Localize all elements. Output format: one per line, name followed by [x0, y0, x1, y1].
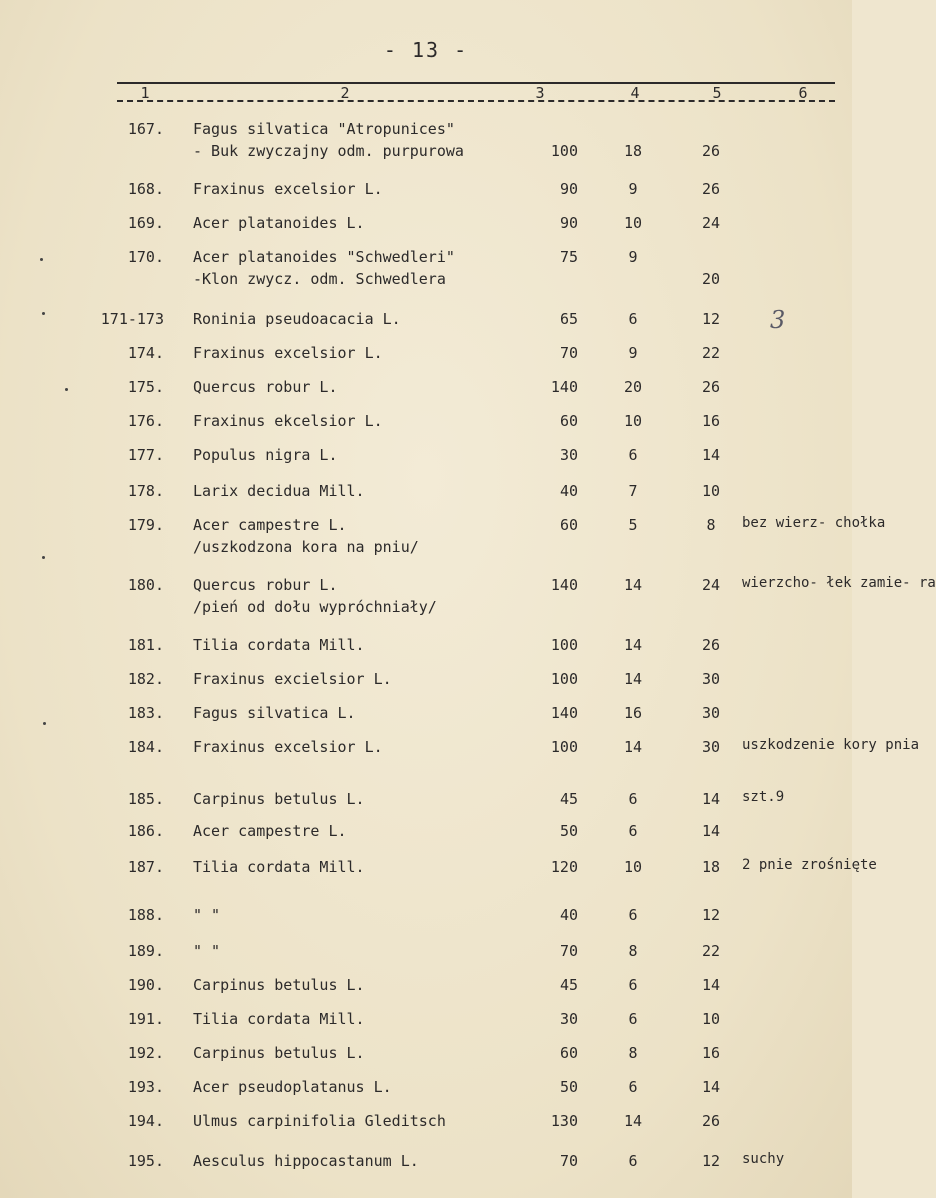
- value-col4: 6: [628, 906, 638, 924]
- page-number: - 13 -: [383, 38, 469, 62]
- scan-speck: [43, 722, 46, 725]
- value-col5: 24: [701, 576, 721, 594]
- row-number: 195.: [127, 1152, 164, 1170]
- value-col5: 10: [701, 1010, 721, 1028]
- value-col3: 100: [550, 142, 578, 160]
- value-col5: 8: [706, 516, 716, 534]
- species-name: Carpinus betulus L.: [193, 790, 365, 808]
- value-col5: 14: [701, 790, 721, 808]
- value-col5: 22: [701, 344, 721, 362]
- value-col4: 10: [623, 858, 643, 876]
- value-col5: 26: [701, 142, 721, 160]
- value-col3: 45: [559, 976, 578, 994]
- value-col5: 10: [701, 482, 721, 500]
- species-name: Acer platanoides "Schwedleri": [193, 248, 455, 266]
- value-col4: 8: [628, 942, 638, 960]
- value-col5: 12: [701, 906, 721, 924]
- species-name: Tilia cordata Mill.: [193, 1010, 365, 1028]
- value-col3: 70: [559, 344, 578, 362]
- value-col4: 9: [628, 248, 638, 266]
- species-name: Acer platanoides L.: [193, 214, 365, 232]
- row-number: 179.: [127, 516, 164, 534]
- value-col3: 70: [559, 942, 578, 960]
- value-col4: 6: [628, 1152, 638, 1170]
- species-name: Larix decidua Mill.: [193, 482, 365, 500]
- column-header: 6: [798, 84, 808, 102]
- value-col4: 6: [628, 1010, 638, 1028]
- row-number: 187.: [127, 858, 164, 876]
- value-col5: 12: [701, 310, 721, 328]
- value-col5: 14: [701, 446, 721, 464]
- species-name: Tilia cordata Mill.: [193, 858, 365, 876]
- value-col4: 9: [628, 180, 638, 198]
- value-col5: 14: [701, 1078, 721, 1096]
- value-col5: 12: [701, 1152, 721, 1170]
- row-number: 177.: [127, 446, 164, 464]
- value-col4: 6: [628, 822, 638, 840]
- value-col3: 70: [559, 1152, 578, 1170]
- species-name: Fagus silvatica "Atropunices": [193, 120, 455, 138]
- value-col3: 90: [559, 214, 578, 232]
- value-col5: 26: [701, 636, 721, 654]
- value-col3: 45: [559, 790, 578, 808]
- row-number: 188.: [127, 906, 164, 924]
- column-header: 4: [630, 84, 640, 102]
- species-name: Fagus silvatica L.: [193, 704, 356, 722]
- value-col3: 50: [559, 822, 578, 840]
- row-number: 182.: [127, 670, 164, 688]
- row-number: 184.: [127, 738, 164, 756]
- value-col5: 14: [701, 976, 721, 994]
- row-number: 183.: [127, 704, 164, 722]
- value-col5: 20: [701, 270, 721, 288]
- value-col4: 18: [623, 142, 643, 160]
- species-name: Acer pseudoplatanus L.: [193, 1078, 392, 1096]
- species-name: Quercus robur L.: [193, 576, 338, 594]
- value-col3: 140: [550, 576, 578, 594]
- species-name: Fraxinus excelsior L.: [193, 344, 383, 362]
- row-number: 190.: [127, 976, 164, 994]
- species-name: Acer campestre L.: [193, 516, 347, 534]
- row-number: 178.: [127, 482, 164, 500]
- value-col3: 30: [559, 446, 578, 464]
- species-name: Populus nigra L.: [193, 446, 338, 464]
- row-number: 189.: [127, 942, 164, 960]
- value-col5: 22: [701, 942, 721, 960]
- value-col3: 60: [559, 1044, 578, 1062]
- value-col3: 50: [559, 1078, 578, 1096]
- value-col3: 100: [550, 636, 578, 654]
- row-number: 193.: [127, 1078, 164, 1096]
- column-header: 3: [535, 84, 545, 102]
- species-name: Carpinus betulus L.: [193, 976, 365, 994]
- species-name: Carpinus betulus L.: [193, 1044, 365, 1062]
- species-name: " ": [193, 906, 221, 924]
- value-col4: 6: [628, 446, 638, 464]
- row-number: 181.: [127, 636, 164, 654]
- value-col5: 16: [701, 1044, 721, 1062]
- column-header: 5: [712, 84, 722, 102]
- species-name: Aesculus hippocastanum L.: [193, 1152, 419, 1170]
- row-number: 192.: [127, 1044, 164, 1062]
- value-col4: 8: [628, 1044, 638, 1062]
- value-col5: 16: [701, 412, 721, 430]
- value-col3: 30: [559, 1010, 578, 1028]
- row-number: 174.: [127, 344, 164, 362]
- row-number: 186.: [127, 822, 164, 840]
- value-col3: 120: [550, 858, 578, 876]
- value-col5: 26: [701, 180, 721, 198]
- remark: wierzcho- łek zamie- ra: [742, 575, 936, 591]
- value-col4: 20: [623, 378, 643, 396]
- value-col5: 14: [701, 822, 721, 840]
- value-col5: 18: [701, 858, 721, 876]
- value-col3: 140: [550, 704, 578, 722]
- remark: szt.9: [742, 789, 785, 805]
- species-name: Ulmus carpinifolia Gleditsch: [193, 1112, 446, 1130]
- row-number: 171-173: [100, 310, 164, 328]
- value-col3: 140: [550, 378, 578, 396]
- value-col5: 26: [701, 378, 721, 396]
- value-col4: 10: [623, 412, 643, 430]
- row-number: 170.: [127, 248, 164, 266]
- row-number: 176.: [127, 412, 164, 430]
- value-col4: 14: [623, 1112, 643, 1130]
- row-number: 169.: [127, 214, 164, 232]
- value-col4: 14: [623, 576, 643, 594]
- column-header: 1: [140, 84, 150, 102]
- scan-speck: [65, 388, 68, 391]
- value-col5: 30: [701, 670, 721, 688]
- value-col3: 65: [559, 310, 578, 328]
- scan-speck: [42, 556, 45, 559]
- value-col4: 6: [628, 1078, 638, 1096]
- value-col4: 10: [623, 214, 643, 232]
- scan-speck: [40, 258, 43, 261]
- species-name: -Klon zwycz. odm. Schwedlera: [193, 270, 446, 288]
- species-name: Fraxinus excielsior L.: [193, 670, 392, 688]
- row-number: 191.: [127, 1010, 164, 1028]
- column-header: 2: [340, 84, 350, 102]
- row-number: 168.: [127, 180, 164, 198]
- value-col3: 100: [550, 670, 578, 688]
- remark: suchy: [742, 1151, 785, 1167]
- species-name: Fraxinus ekcelsior L.: [193, 412, 383, 430]
- value-col5: 30: [701, 704, 721, 722]
- species-name: - Buk zwyczajny odm. purpurowa: [193, 142, 464, 160]
- species-name: Acer campestre L.: [193, 822, 347, 840]
- value-col3: 40: [559, 482, 578, 500]
- scan-speck: [42, 312, 45, 315]
- row-number: 194.: [127, 1112, 164, 1130]
- species-name: /pień od dołu wypróchniały/: [193, 598, 437, 616]
- row-number: 185.: [127, 790, 164, 808]
- value-col4: 7: [628, 482, 638, 500]
- species-name: Fraxinus excelsior L.: [193, 738, 383, 756]
- remark: uszkodzenie kory pnia: [742, 737, 920, 753]
- row-number: 175.: [127, 378, 164, 396]
- value-col4: 16: [623, 704, 643, 722]
- species-name: Fraxinus excelsior L.: [193, 180, 383, 198]
- value-col4: 6: [628, 310, 638, 328]
- value-col5: 26: [701, 1112, 721, 1130]
- handwritten-mark: 3: [770, 306, 786, 334]
- value-col4: 6: [628, 790, 638, 808]
- value-col3: 40: [559, 906, 578, 924]
- value-col4: 14: [623, 636, 643, 654]
- species-name: " ": [193, 942, 221, 960]
- species-name: Tilia cordata Mill.: [193, 636, 365, 654]
- value-col3: 60: [559, 516, 578, 534]
- value-col4: 14: [623, 670, 643, 688]
- value-col3: 75: [559, 248, 578, 266]
- species-name: Quercus robur L.: [193, 378, 338, 396]
- species-name: Roninia pseudoacacia L.: [193, 310, 401, 328]
- value-col5: 30: [701, 738, 721, 756]
- value-col3: 100: [550, 738, 578, 756]
- remark: bez wierz- chołka: [742, 515, 886, 531]
- value-col4: 14: [623, 738, 643, 756]
- row-number: 180.: [127, 576, 164, 594]
- species-name: /uszkodzona kora na pniu/: [193, 538, 419, 556]
- value-col4: 6: [628, 976, 638, 994]
- row-number: 167.: [127, 120, 164, 138]
- value-col3: 130: [550, 1112, 578, 1130]
- value-col3: 90: [559, 180, 578, 198]
- remark: 2 pnie zrośnięte: [742, 857, 877, 873]
- value-col3: 60: [559, 412, 578, 430]
- value-col5: 24: [701, 214, 721, 232]
- value-col4: 9: [628, 344, 638, 362]
- value-col4: 5: [628, 516, 638, 534]
